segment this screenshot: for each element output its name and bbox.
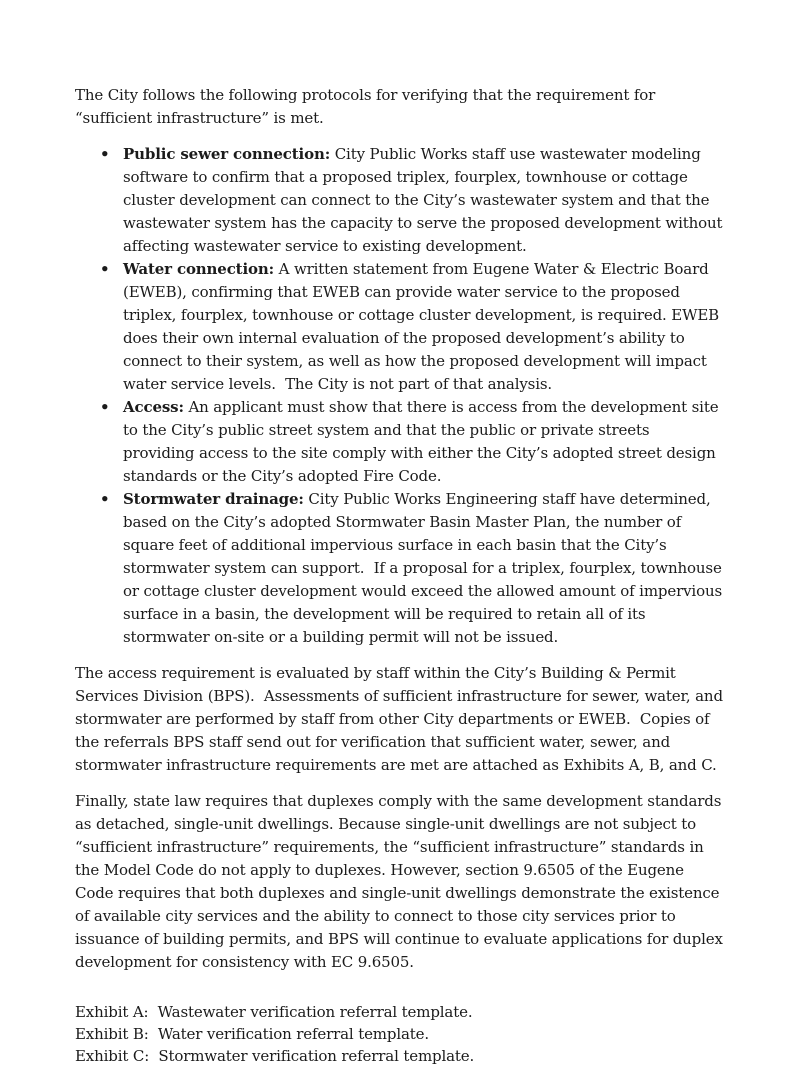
exhibit-b-text: Exhibit B: Water verification referral template. xyxy=(75,1025,429,1043)
exhibit-list xyxy=(75,1001,725,1067)
bullet-stormwater-drainage-text: City Public Works Engineering staff have determined, based on the City’s adopted Stormwater Basin Master Plan, the number of square feet of additional impervious surface in each basin that the City’s stormwater system can support. If a proposal for a triplex, fourplex, townhouse or cottage cluster development would exceed the allowed amount of impervious surface in a basin, the development will be required to retain all of its stormwater on-site or a building permit will not be issued. xyxy=(123,490,727,646)
bullet-access-label: Access: xyxy=(123,398,184,416)
protocol-bullet-list xyxy=(75,143,728,649)
bullet-water-connection-label: Water connection: xyxy=(123,260,275,278)
bullet-water-connection-text: A written statement from Eugene Water & Electric Board (EWEB), confirming that EWEB can provide water service to the proposed triplex, fourplex, townhouse or cottage cluster development, is required. EWEB does their own internal evaluation of the proposed development’s ability to connect to their system, as well as how the proposed development will impact water service levels. The City is not part of that analysis. xyxy=(123,260,724,393)
paragraph-access-requirement xyxy=(75,662,728,777)
bullet-public-sewer-connection-text: City Public Works staff use wastewater modeling software to confirm that a proposed triplex, fourplex, townhouse or cottage cluster development can connect to the City’s wastewater system and that the wastewater system has the capacity to serve the proposed development without affecting wastewater service to existing development. xyxy=(123,145,728,255)
bullet-public-sewer-connection-label: Public sewer connection: xyxy=(123,145,331,163)
paragraph-intro-text: The City follows the following protocols for verifying that the requirement for “sufficient infrastructure” is met. xyxy=(75,86,660,127)
bullet-stormwater-drainage xyxy=(75,488,725,649)
exhibit-a-line xyxy=(75,1001,725,1023)
paragraph-state-law-text: Finally, state law requires that duplexes comply with the same development standards as detached, single-unit dwellings. Because single-unit dwellings are not subject to “sufficient infrastructure” requirements, the “sufficient infrastructure” standards in the Model Code do not apply to duplexes. However, section 9.6505 of the Eugene Code requires that both duplexes and single-unit dwellings demonstrate the existence of available city services and the ability to connect to those city services prior to issuance of building permits, and BPS will continue to evaluate applications for duplex development for consistency with EC 9.6505. xyxy=(75,792,728,971)
bullet-stormwater-drainage-label: Stormwater drainage: xyxy=(123,490,304,508)
exhibit-b-line xyxy=(75,1023,725,1045)
bullet-water-connection xyxy=(75,258,725,396)
bullet-public-sewer-connection xyxy=(75,143,728,258)
bullet-access-text: An applicant must show that there is access from the development site to the City’s public street system and that the public or private streets providing access to the site comply with either the City’s adopted street design standards or the City’s adopted Fire Code. xyxy=(123,398,724,485)
exhibit-c-text: Exhibit C: Stormwater verification referral template. xyxy=(75,1047,475,1065)
paragraph-intro xyxy=(75,84,725,130)
exhibit-a-text: Exhibit A: Wastewater verification referral template. xyxy=(75,1003,473,1021)
bullet-access xyxy=(75,396,725,488)
paragraph-state-law xyxy=(75,790,728,974)
exhibit-c-line xyxy=(75,1045,725,1067)
paragraph-access-requirement-text: The access requirement is evaluated by staff within the City’s Building & Permit Services Division (BPS). Assessments of sufficient infrastructure for sewer, water, and stormwater are performed by staff from other City departments or EWEB. Copies of the referrals BPS staff send out for verification that sufficient water, sewer, and stormwater infrastructure requirements are met are attached as Exhibits A, B, and C. xyxy=(75,664,728,774)
document-page xyxy=(75,84,728,1067)
